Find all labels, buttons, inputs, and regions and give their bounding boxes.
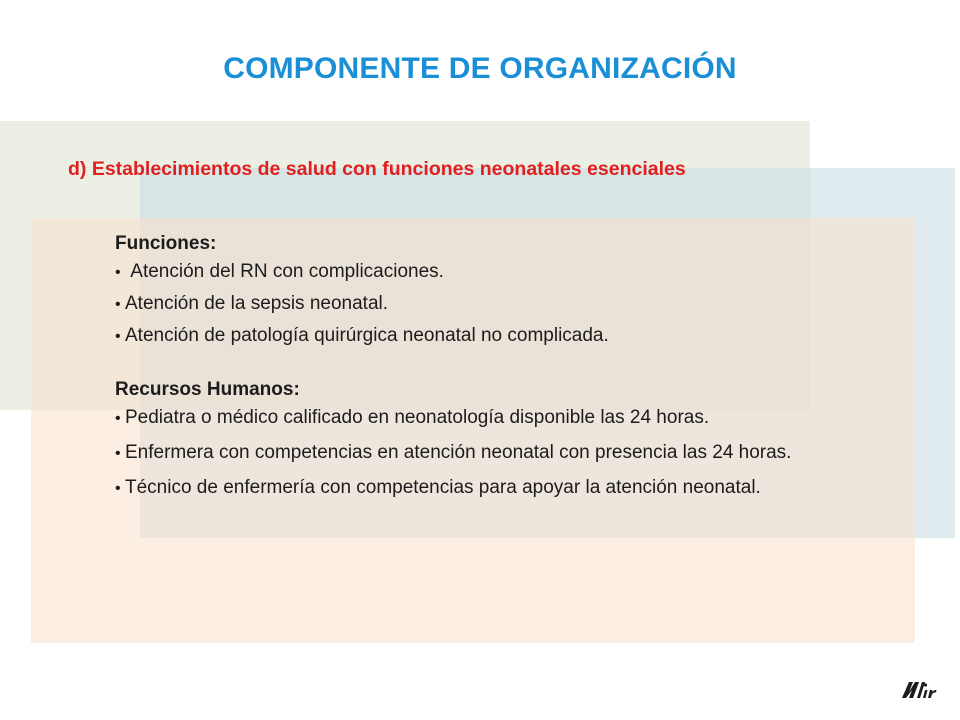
logo-mark (902, 682, 937, 698)
list-item (115, 290, 893, 319)
slide-subtitle: d) Establecimientos de salud con funciones neonatales esenciales (68, 158, 686, 180)
list-item-text: Pediatra o médico calificado en neonatología disponible las 24 horas. (125, 407, 710, 428)
section-spacer (115, 354, 893, 376)
funciones-heading: Funciones: (115, 233, 217, 254)
list-item-text: Atención de patología quirúrgica neonatal no complicada. (125, 325, 609, 346)
list-item (115, 474, 893, 503)
bullet-icon: • (115, 296, 121, 313)
list-item-text: Técnico de enfermería con competencias para apoyar la atención neonatal. (125, 477, 761, 498)
list-item-text: Enfermera con competencias en atención neonatal con presencia las 24 horas. (125, 442, 792, 463)
funciones-list (115, 258, 893, 351)
list-item (115, 322, 893, 351)
slide-content (115, 230, 893, 509)
list-item-text: Atención del RN con complicaciones. (130, 261, 444, 282)
bullet-icon: • (115, 264, 121, 281)
list-item-text: Atención de la sepsis neonatal. (125, 293, 389, 314)
list-item (115, 439, 893, 468)
slide-title: COMPONENTE DE ORGANIZACIÓN (223, 52, 737, 85)
list-item (115, 404, 893, 433)
recursos-humanos-heading: Recursos Humanos: (115, 379, 300, 400)
organization-logo-icon (900, 676, 946, 702)
list-item (115, 258, 893, 287)
bullet-icon: • (115, 480, 121, 497)
bullet-icon: • (115, 445, 121, 462)
recursos-humanos-list (115, 404, 893, 503)
bullet-icon: • (115, 328, 121, 345)
bullet-icon: • (115, 410, 121, 427)
